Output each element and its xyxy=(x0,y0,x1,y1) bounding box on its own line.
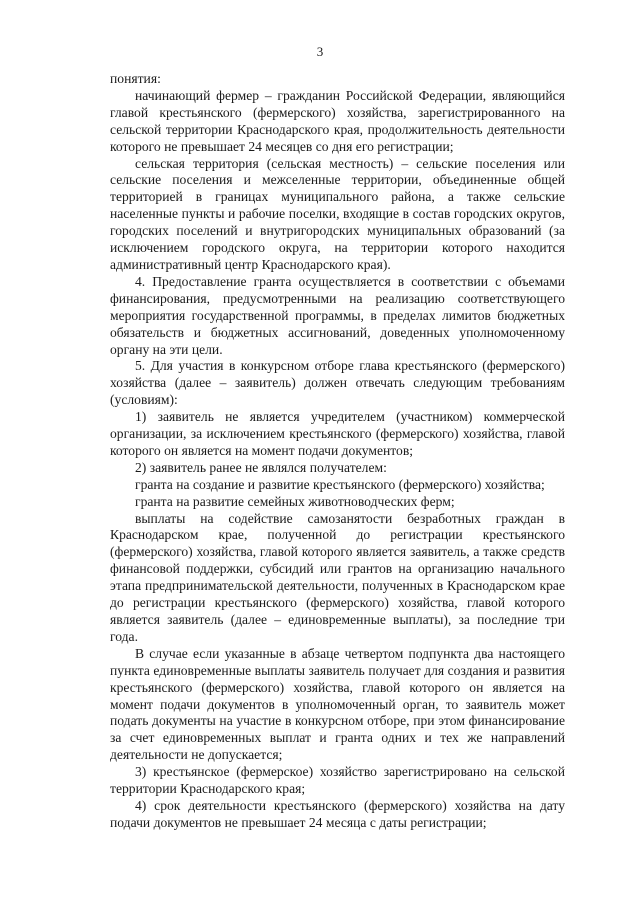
document-body xyxy=(110,71,565,832)
paragraph-requirement-2: 2) заявитель ранее не являлся получателем: xyxy=(135,459,387,475)
paragraph-intro: понятия: xyxy=(110,71,161,86)
paragraph-requirement-2-item-c: выплаты на содействие самозанятости безработных граждан в Краснодарском крае, полученной до регистрации крестьянского (фермерского) хозяйства, главой которого является заявитель, а также средств финансовой поддержки, субсидий или грантов на организацию начального этапа предпринимательской деятельности, полученных в Краснодарском крае до регистрации крестьянского (фермерского) хозяйства, главой которого является заявитель (далее – единовременные выплаты), за последние три года. xyxy=(110,510,565,644)
paragraph-definition-rural-territory: сельская территория (сельская местность) – сельские поселения или сельские поселения и межселенные территории, объединенные общей территорией в границах муниципального района, а также сельские населенные пункты и рабочие поселки, входящие в состав городских округов, городских поселений и внутригородских муниципальных образований (за исключением городского округа, на территории которого находится административный центр Краснодарского края). xyxy=(110,155,565,272)
paragraph-requirement-2-note: В случае если указанные в абзаце четвертом подпункта два настоящего пункта единовременные выплаты заявитель получает для создания и развития крестьянского (фермерского) хозяйства, главой которого он является на момент подачи документов в уполномоченный орган, то заявитель может подать документы на участие в конкурсном отборе, при этом финансирование за счет единовременных выплат и гранта одних и тех же направлений деятельности не допускается; xyxy=(110,645,565,763)
paragraph-requirement-2-item-a: гранта на создание и развитие крестьянского (фермерского) хозяйства; xyxy=(135,476,545,492)
page-number: 3 xyxy=(316,44,324,59)
paragraph-requirement-2-item-b: гранта на развитие семейных животноводческих ферм; xyxy=(135,493,455,509)
paragraph-clause-4: 4. Предоставление гранта осуществляется в соответствии с объемами финансирования, предусмотренными на реализацию соответствующего мероприятия государственной программы, в пределах лимитов бюджетных обязательств и бюджетных ассигнований, доведенных уполномоченному органу на эти цели. xyxy=(110,273,565,357)
paragraph-requirement-1: 1) заявитель не является учредителем (участником) коммерческой организации, за исключением крестьянского (фермерского) хозяйства, главой которого он является на момент подачи документов; xyxy=(110,409,565,458)
paragraph-requirement-4: 4) срок деятельности крестьянского (фермерского) хозяйства на дату подачи документов не превышает 24 месяца с даты регистрации; xyxy=(110,797,565,830)
paragraph-requirement-3: 3) крестьянское (фермерское) хозяйство зарегистрировано на сельской территории Краснодарского края; xyxy=(110,764,565,797)
paragraph-clause-5: 5. Для участия в конкурсном отборе глава крестьянского (фермерского) хозяйства (далее – заявитель) должен отвечать следующим требованиям (условиям): xyxy=(110,358,565,408)
paragraph-definition-beginning-farmer: начинающий фермер – гражданин Российской Федерации, являющийся главой крестьянского (фермерского) хозяйства, зарегистрированного на сельской территории Краснодарского края, продолжительность деятельности которого не превышает 24 месяцев со дня его регистрации; xyxy=(110,87,565,154)
